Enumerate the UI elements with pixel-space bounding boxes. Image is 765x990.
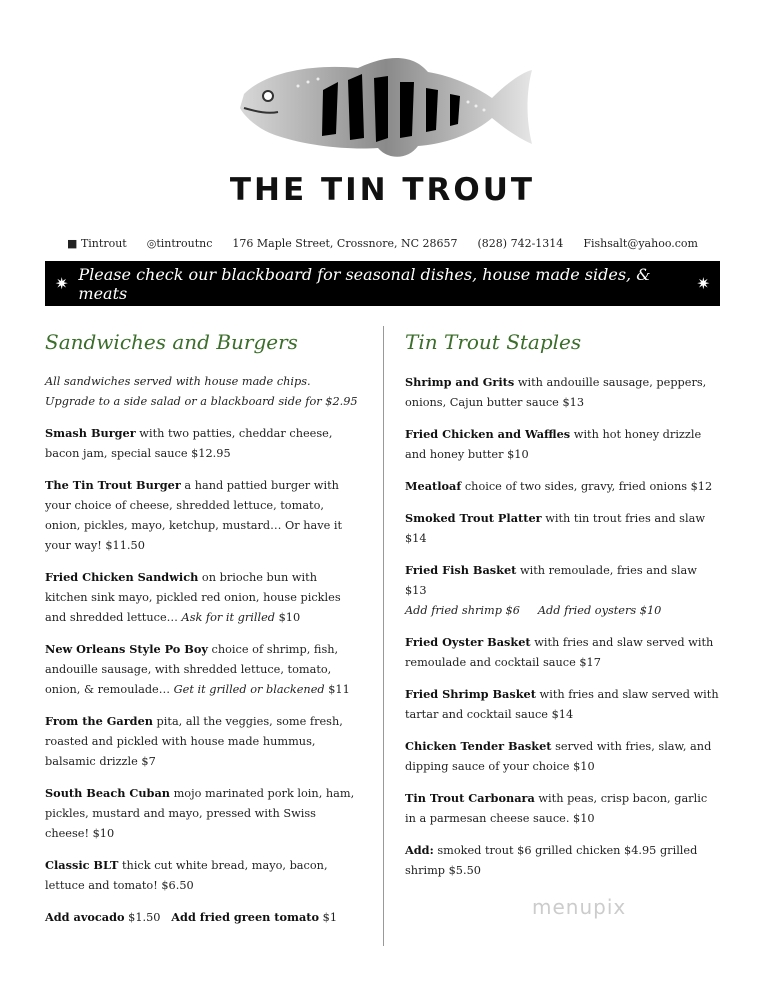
menu-item — [405, 476, 720, 497]
menu-item-name: Fried Shrimp Basket — [405, 687, 536, 701]
sandwich-note: All sandwiches served with house made chips. Upgrade to a side salad or a blackboard side for $2.95 — [45, 375, 358, 408]
menu-item — [45, 567, 360, 628]
banner-text: Please check our blackboard for seasonal dishes, house made sides, & meats — [78, 264, 651, 303]
menu-item — [45, 475, 360, 556]
menu-item-desc: on brioche bun with kitchen sink mayo, pickled red onion, house pickles and shredded lettuce… — [45, 571, 341, 624]
menu-item-desc: with peas, crisp bacon, garlic in a parmesan cheese sauce. $10 — [405, 792, 708, 825]
menu-item-name: Smoked Trout Platter — [405, 511, 542, 525]
sandwiches-section — [45, 330, 360, 939]
star-icon: ✷ — [696, 274, 710, 293]
facebook-contact[interactable]: ■ Tintrout — [67, 237, 127, 250]
menu-item — [405, 840, 720, 881]
menu-item-desc: mojo marinated pork loin, ham, pickles, mustard and mayo, pressed with Swiss cheese! $10 — [45, 787, 355, 840]
menu-item-addons: Add fried shrimp $6 Add fried oysters $10 — [405, 604, 662, 617]
menu-item-desc: choice of shrimp, fish, andouille sausage, with shredded lettuce, tomato, onion, & remoulade… — [45, 643, 339, 696]
section-heading: Sandwiches and Burgers — [45, 330, 298, 354]
address: 176 Maple Street, Crossnore, NC 28657 — [232, 237, 458, 250]
menu-item — [405, 632, 720, 673]
menu-item-desc: served with fries, slaw, and dipping sauce of your choice $10 — [405, 740, 712, 773]
menu-item — [45, 783, 360, 844]
facebook-icon: ■ — [67, 237, 78, 250]
menu-item-name: Fried Chicken and Waffles — [405, 427, 571, 441]
restaurant-title: THE TIN TROUT — [229, 172, 536, 208]
addons-row: Add avocado $1.50 Add fried green tomato $1 — [45, 910, 338, 924]
menu-item-option: Ask for it grilled — [181, 611, 276, 624]
column-divider — [383, 326, 384, 946]
menu-item-desc: with fries and slaw served with tartar and cocktail sauce $14 — [405, 688, 719, 721]
email[interactable]: Fishsalt@yahoo.com — [583, 237, 698, 250]
menu-item — [405, 788, 720, 829]
menu-item-desc: smoked trout $6 grilled chicken $4.95 grilled shrimp $5.50 — [405, 844, 698, 877]
trout-fish-icon — [238, 52, 534, 162]
contact-bar — [0, 237, 765, 250]
menu-item-name: Smash Burger — [45, 426, 136, 440]
instagram-icon: ◎ — [146, 237, 157, 250]
menu-item-desc: with andouille sausage, peppers, onions, Cajun butter sauce $13 — [405, 376, 707, 409]
menu-item-desc: with tin trout fries and slaw $14 — [405, 512, 705, 545]
menu-item-name: From the Garden — [45, 714, 153, 728]
menu-item-desc: pita, all the veggies, some fresh, roasted and pickled with house made hummus, balsamic drizzle $7 — [45, 715, 343, 768]
menu-item-name: Shrimp and Grits — [405, 375, 515, 389]
menu-item — [45, 639, 360, 700]
star-icon: ✷ — [55, 274, 69, 293]
menu-item-name: Meatloaf — [405, 479, 462, 493]
menu-item-price: $11 — [324, 683, 350, 696]
menu-item — [45, 423, 360, 464]
menu-item — [405, 736, 720, 777]
menu-item-desc: thick cut white bread, mayo, bacon, lettuce and tomato! $6.50 — [45, 859, 328, 892]
blackboard-banner — [45, 261, 720, 306]
menu-item-name: Classic BLT — [45, 858, 119, 872]
menu-item — [405, 560, 720, 621]
section-heading: Tin Trout Staples — [405, 330, 582, 354]
menu-item — [405, 508, 720, 549]
menu-item-desc: with fries and slaw served with remoulade and cocktail sauce $17 — [405, 636, 714, 669]
menu-item-desc: choice of two sides, gravy, fried onions $12 — [461, 480, 713, 493]
menu-item-desc: with two patties, cheddar cheese, bacon jam, special sauce $12.95 — [45, 427, 333, 460]
phone[interactable]: (828) 742-1314 — [477, 237, 564, 250]
menu-item — [405, 372, 720, 413]
menu-item — [405, 424, 720, 465]
menu-item-option: Get it grilled or blackened — [173, 683, 325, 696]
menu-item-name: Fried Chicken Sandwich — [45, 570, 199, 584]
menu-item-name: South Beach Cuban — [45, 786, 170, 800]
staples-section — [405, 330, 720, 892]
menu-item-price: $10 — [275, 611, 301, 624]
menu-item-name: New Orleans Style Po Boy — [45, 642, 208, 656]
menu-item-name: Fried Fish Basket — [405, 563, 517, 577]
menu-item-desc: with remoulade, fries and slaw $13 — [405, 564, 697, 597]
menu-item-name: Fried Oyster Basket — [405, 635, 531, 649]
watermark: menupix — [532, 895, 627, 919]
menu-item-desc: with hot honey drizzle and honey butter $10 — [405, 428, 702, 461]
menu-item — [45, 711, 360, 772]
menu-item-desc: a hand pattied burger with your choice of cheese, shredded lettuce, tomato, onion, pickles, mayo, ketchup, mustard… Or have it your way! $11.50 — [45, 479, 343, 552]
menu-item — [405, 684, 720, 725]
menu-item — [45, 855, 360, 896]
menu-item-name: Add: — [405, 843, 434, 857]
menu-item-name: Chicken Tender Basket — [405, 739, 552, 753]
instagram-contact[interactable]: ◎tintroutnc — [146, 237, 213, 250]
menu-item-name: The Tin Trout Burger — [45, 478, 181, 492]
menu-item-name: Tin Trout Carbonara — [405, 791, 535, 805]
